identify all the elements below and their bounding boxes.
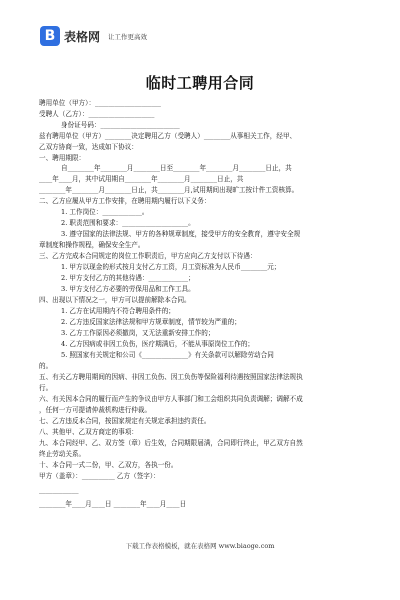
section-7: 七、乙方违反本合同，按国家规定有关规定承担违约责任。	[39, 417, 211, 425]
section-10: 十、本合同一式二份，甲、乙双方，各执一份。	[39, 461, 178, 469]
brand-slogan: 让工作更高效	[108, 32, 148, 41]
line-term-2: ____年____月，其中试用期自________年________月________日止，共	[39, 175, 244, 183]
section-2-heading: 二、乙方应履从甲方工作安排，在聘用期内履行以下义务：	[39, 197, 211, 205]
section-4-heading: 四、出现以下情况之一，甲方可以提前解除本合同。	[39, 296, 191, 304]
brand-header	[40, 23, 147, 49]
section-5: 五、有关乙方聘用期间的因病、非因工负伤、因工负伤等保险福利待遇按照国家法律法规执	[39, 373, 303, 381]
section-3-heading: 三、乙方完成本合同规定的岗位工作职责后，甲方应向乙方支付以下待遇：	[39, 252, 257, 260]
line-employer: 聘用单位（甲方）：____________________	[39, 99, 161, 107]
line-intro-2: 乙双方协商一致，达成如下协议：	[39, 143, 138, 151]
signature-labels: 甲方（盖章）：__________ 乙方（签字）：	[39, 472, 160, 480]
termination-3: 3. 乙方工作原因必须撤岗，又无法重新安排工作的；	[61, 329, 215, 337]
section-1-heading: 一、聘用期限：	[39, 154, 86, 162]
signature-dates: ________年____月____日 ________年____月____日	[39, 500, 187, 508]
pay-3: 3. 甲方支付乙方必要的劳保用品和工作工具。	[61, 285, 195, 293]
section-8: 八、其他甲、乙双方商定的事项：	[39, 428, 138, 436]
line-id-number: 身份证号码：________________________	[61, 121, 180, 129]
duty-3: 3. 遵守国家的法律法规、甲方的各种规章制度，接受甲方的安全教育，遵守安全规	[61, 230, 301, 238]
section-6: 六、有关因本合同的履行而产生的争议由甲方人事部门和工会组织共同负责调解；调解不成	[39, 395, 303, 403]
section-5-cont: 行。	[39, 384, 53, 392]
duty-2: 2. 职责范围和要求：____________________。	[61, 219, 195, 227]
section-6-cont: ，任何一方可提请仲裁机构进行仲裁。	[39, 406, 152, 414]
termination-1: 1. 乙方在试用期内不符合聘用条件的；	[61, 307, 175, 315]
biaoge-logo-icon: B	[40, 26, 60, 46]
signature-blank: ____________	[39, 486, 79, 494]
duty-1: 1. 工作岗位：____________。	[61, 208, 149, 216]
brand-name: 表格网	[64, 29, 101, 44]
duty-3-cont: 章制度和操作规程，确保安全生产。	[39, 241, 145, 249]
termination-5-cont: 的。	[39, 362, 53, 370]
pay-2: 2. 甲方支付乙方的其他待遇：____________；	[61, 274, 195, 282]
termination-5: 5. 照国家有关规定和公司《______________》有关条款可以解除劳动合同	[61, 351, 274, 359]
line-term-3: ________年________月________日止，共________月,试用期间出现旷工按计件工资核算。	[39, 186, 299, 194]
line-intro-1: 兹有聘用单位（甲方）________决定聘用乙方（受聘人）________从事相关工作，经甲、	[39, 132, 297, 140]
termination-2: 2. 乙方违反国家法律法规和甲方规章制度，情节较为严重的；	[61, 318, 241, 326]
termination-4: 4. 乙方因病或非因工负伤，医疗期满后，不能从事原岗位工作的；	[61, 340, 255, 348]
section-9-cont: 终止劳动关系。	[39, 450, 86, 458]
line-employee: 受聘人（乙方）：____________________	[39, 110, 155, 118]
section-9: 九、本合同经甲、乙、双方签（章）后生效，合同期限届满，合同即行终止，甲乙双方自然	[39, 439, 303, 447]
contract-title: 临时工聘用合同	[145, 74, 255, 92]
pay-1: 1. 甲方以现金的形式按月支付乙方工资，月工资标准为人民币________元；	[61, 263, 281, 271]
line-term-1: 自________年________月________日至________年________月________日止，共	[61, 164, 292, 172]
footer-note: 下载工作表格模板，就在表格网 www.biaoge.com	[125, 542, 275, 550]
